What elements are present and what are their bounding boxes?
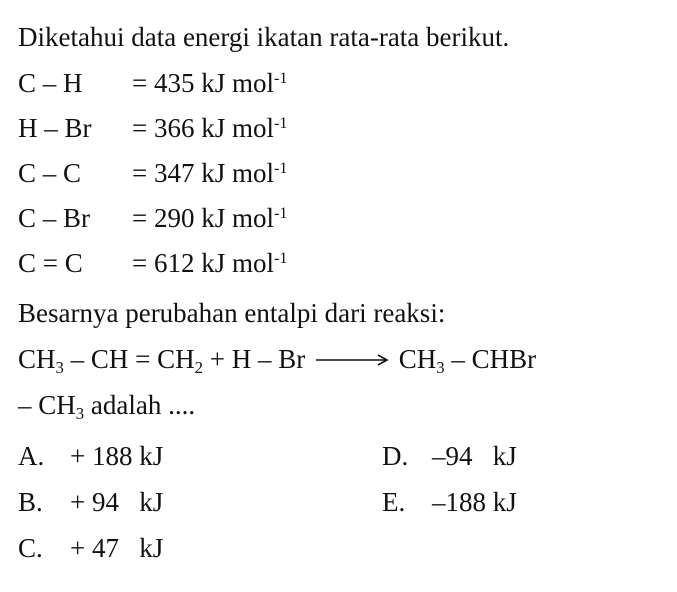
option-text: + 188 kJ (70, 441, 164, 471)
option-text: –188 kJ (432, 487, 517, 517)
bond-value: = 347 kJ mol$^{-1}$ (132, 158, 288, 188)
bond-name: H – Br (18, 113, 92, 143)
option-letter: D. (382, 441, 409, 471)
option-text: + 47 kJ (70, 533, 164, 563)
option-b[interactable] (18, 487, 164, 517)
bond-name: C – Br (18, 203, 91, 233)
option-letter: A. (18, 441, 45, 471)
question-text: Besarnya perubahan entalpi dari reaksi: (18, 298, 446, 328)
reaction-arrow-icon (312, 353, 392, 367)
option-text: + 94 kJ (70, 487, 164, 517)
option-e[interactable] (382, 487, 517, 517)
option-a[interactable] (18, 441, 164, 471)
reaction-line-2: – $CH_3$ adalah .... (18, 390, 196, 424)
option-letter: B. (18, 487, 43, 517)
option-letter: E. (382, 487, 406, 517)
bond-value: = 366 kJ mol$^{-1}$ (132, 113, 288, 143)
bond-value: = 435 kJ mol$^{-1}$ (132, 68, 288, 98)
intro-text: Diketahui data energi ikatan rata-rata berikut. (18, 22, 510, 52)
option-c[interactable] (18, 533, 164, 563)
bond-value: = 290 kJ mol$^{-1}$ (132, 203, 288, 233)
option-d[interactable] (382, 441, 517, 471)
bond-name: C = C (18, 248, 83, 278)
bond-name: C – C (18, 158, 82, 188)
bond-value: = 612 kJ mol$^{-1}$ (132, 248, 288, 278)
bond-name: C – H (18, 68, 83, 98)
option-letter: C. (18, 533, 43, 563)
option-text: –94 kJ (432, 441, 517, 471)
reaction-line-1: $CH_3$ – CH = $CH_2 + H - Br$ $CH_3$ – CHBr (18, 344, 537, 378)
